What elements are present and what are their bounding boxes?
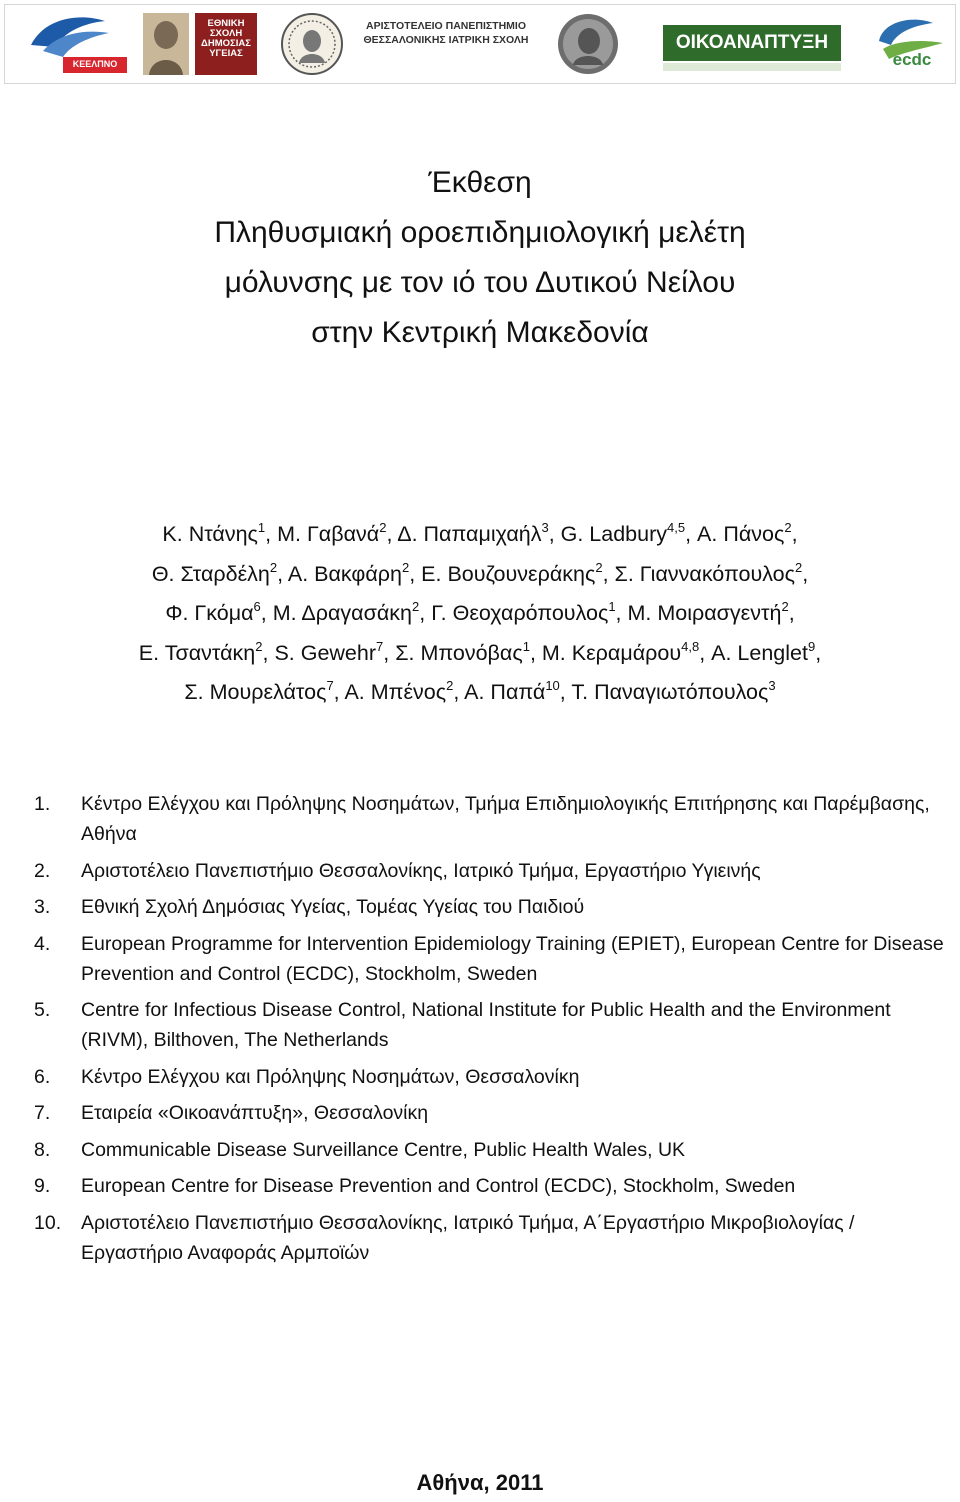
author-name: Φ. Γκόμα xyxy=(165,601,254,625)
author-affiliation-ref: 2 xyxy=(412,599,420,614)
author-affiliation-ref: 1 xyxy=(522,638,530,654)
affiliation-item xyxy=(34,1135,954,1165)
author-name: Δ. Παπαμιχαήλ xyxy=(397,522,542,546)
author-name: Ε. Τσαντάκη xyxy=(138,640,256,665)
title-line-4: στην Κεντρική Μακεδονία xyxy=(311,316,649,349)
affiliation-number: 8. xyxy=(34,1138,51,1161)
logo-strip xyxy=(4,4,956,84)
author-name: Μ. Γαβανά xyxy=(277,522,380,546)
affiliation-number: 9. xyxy=(34,1175,51,1197)
affiliation-text: Κέντρο Ελέγχου και Πρόληψης Νοσημάτων, Θεσσαλονίκη xyxy=(81,1065,580,1088)
author-name: Σ. Γιαννακόπουλος xyxy=(614,561,795,586)
author-name: G. Ladbury xyxy=(560,522,668,546)
author-name: Α. Παπά xyxy=(464,680,546,704)
keelpno-logo xyxy=(25,11,135,77)
author-affiliation-ref: 2 xyxy=(401,559,410,575)
author-affiliation-ref: 2 xyxy=(255,638,263,654)
author-name: Μ. Μοιρασγεντή xyxy=(627,601,782,625)
affiliation-number: 1. xyxy=(34,793,51,815)
author-line: Ε. Τσαντάκη$^2$, S. Gewehr$^7$, Σ. Μπονόβας$^1$, Μ. Κεραμάρου$^{4,8}$, A. Lenglet$^9$, xyxy=(138,638,822,665)
nsph-logo-text: ΕΘΝΙΚΗ ΣΧΟΛΗ ΔΗΜΟΣΙΑΣ ΥΓΕΙΑΣ xyxy=(201,18,251,59)
affiliation-item xyxy=(34,1098,954,1128)
author-affiliation-ref: 2 xyxy=(446,678,454,693)
affiliation-item xyxy=(34,1208,954,1268)
keelpno-logo-text: ΚΕΕΛΠΝΟ xyxy=(72,59,118,69)
author-name: Α. Βακφάρη xyxy=(287,561,402,586)
medal-icon xyxy=(553,11,623,77)
affiliation-text: Αριστοτέλειο Πανεπιστήμιο Θεσσαλονίκης, Ιατρικό Τμήμα, Εργαστήριο Υγιεινής xyxy=(81,859,761,882)
author-affiliation-ref: 7 xyxy=(376,638,384,654)
author-affiliation-ref: 2 xyxy=(781,599,789,614)
title-line-3: μόλυνσης με τον ιό του Δυτικού Νείλου xyxy=(224,266,736,299)
author-affiliation-ref: 3 xyxy=(541,520,549,535)
title-line-1: Έκθεση xyxy=(428,166,532,199)
author-name: Θ. Σταρδέλη xyxy=(151,561,270,586)
affiliation-item xyxy=(34,1062,954,1092)
affiliation-number: 7. xyxy=(34,1102,51,1124)
author-affiliation-ref: 3 xyxy=(768,678,776,693)
author-affiliation-ref: 6 xyxy=(253,599,261,614)
authors-list xyxy=(0,515,960,713)
affiliation-text: European Centre for Disease Prevention and Control (ECDC), Stockholm, Sweden xyxy=(81,1175,796,1197)
nsph-logo xyxy=(141,11,261,77)
affiliation-number: 4. xyxy=(34,932,51,955)
affiliation-text: Εθνική Σχολή Δημόσιας Υγείας, Τομέας Υγείας του Παιδιού xyxy=(81,896,585,918)
affiliation-item xyxy=(34,892,954,922)
auth-medical-school-text: ΑΡΙΣΤΟΤΕΛΕΙΟ ΠΑΝΕΠΙΣΤΗΜΙΟ ΘΕΣΣΑΛΟΝΙΚΗΣ ΙΑΤΡΙΚΗ ΣΧΟΛΗ xyxy=(363,20,529,47)
affiliation-number: 3. xyxy=(34,896,51,918)
author-line: Σ. Μουρελάτος$^7$, Α. Μπένος$^2$, Α. Παπά$^{10}$, Τ. Παναγιωτόπουλος$^3$ xyxy=(184,678,776,704)
author-affiliation-ref: 1 xyxy=(257,520,266,535)
author-affiliation-ref: 2 xyxy=(794,559,803,575)
affiliation-item xyxy=(34,929,954,989)
author-affiliation-ref: 2 xyxy=(379,520,387,535)
affiliation-number: 6. xyxy=(34,1065,51,1088)
author-affiliation-ref: 2 xyxy=(269,559,278,575)
title-line-2: Πληθυσμιακή οροεπιδημιολογική μελέτη xyxy=(214,216,746,249)
author-affiliation-ref: 4,8 xyxy=(681,638,700,654)
affiliation-number: 10. xyxy=(34,1211,62,1234)
affiliation-text: Εταιρεία «Οικοανάπτυξη», Θεσσαλονίκη xyxy=(81,1102,429,1124)
place-date: Αθήνα, 2011 xyxy=(416,1470,544,1495)
author-affiliation-ref: 2 xyxy=(784,520,792,535)
affiliation-text: European Programme for Intervention Epidemiology Training (EPIET), European Centre for Disease Prevention and Control (ECDC), Stockholm, Sweden xyxy=(81,932,944,985)
author-line: Κ. Ντάνης$^1$, Μ. Γαβανά$^2$, Δ. Παπαμιχαήλ$^3$, G. Ladbury$^{4,5}$, Α. Πάνος$^2$, xyxy=(162,520,798,546)
affiliation-item xyxy=(34,789,954,849)
affiliation-number: 5. xyxy=(34,999,51,1021)
affiliation-item xyxy=(34,995,954,1055)
author-name: Ε. Βουζουνεράκης xyxy=(421,561,596,586)
author-line: Θ. Σταρδέλη$^2$, Α. Βακφάρη$^2$, Ε. Βουζουνεράκης$^2$, Σ. Γιαννακόπουλος$^2$, xyxy=(151,559,809,586)
author-name: S. Gewehr xyxy=(274,640,377,665)
affiliation-number: 2. xyxy=(34,859,51,882)
report-title xyxy=(0,158,960,358)
affiliation-text: Centre for Infectious Disease Control, National Institute for Public Health and the Environment (RIVM), Bilthoven, The Netherlands xyxy=(81,999,891,1051)
author-name: Κ. Ντάνης xyxy=(162,522,258,546)
oikoanaptyxi-logo-text: ΟΙΚΟΑΝΑΠΤΥΞΗ xyxy=(675,32,829,53)
affiliation-text: Κέντρο Ελέγχου και Πρόληψης Νοσημάτων, Τμήμα Επιδημιολογικής Επιτήρησης και Παρέμβασης, Αθήνα xyxy=(81,793,930,845)
auth-seal-icon xyxy=(277,11,347,77)
affiliation-text: Communicable Disease Surveillance Centre, Public Health Wales, UK xyxy=(81,1138,686,1161)
author-line: Φ. Γκόμα$^6$, Μ. Δραγασάκη$^2$, Γ. Θεοχαρόπουλος$^1$, Μ. Μοιρασγεντή$^2$, xyxy=(165,599,795,625)
author-affiliation-ref: 1 xyxy=(608,599,616,614)
author-name: Μ. Κεραμάρου xyxy=(541,640,682,665)
author-name: Μ. Δραγασάκη xyxy=(272,601,412,625)
author-name: Γ. Θεοχαρόπουλος xyxy=(431,601,609,625)
author-name: A. Lenglet xyxy=(711,640,808,665)
author-name: Σ. Μπονόβας xyxy=(395,640,523,665)
affiliation-text: Αριστοτέλειο Πανεπιστήμιο Θεσσαλονίκης, Ιατρικό Τμήμα, Α΄Εργαστήριο Μικροβιολογίας / Εργαστήριο Αναφοράς Αρμποϊών xyxy=(81,1211,855,1264)
author-name: Σ. Μουρελάτος xyxy=(184,680,327,704)
affiliations-list xyxy=(34,789,954,1274)
author-name: Α. Πάνος xyxy=(697,522,785,546)
author-affiliation-ref: 10 xyxy=(545,678,560,693)
author-affiliation-ref: 4,5 xyxy=(667,520,686,535)
auth-medical-school-logo xyxy=(353,11,539,77)
oikoanaptyxi-logo xyxy=(661,11,843,77)
author-name: Τ. Παναγιωτόπουλος xyxy=(571,680,769,704)
author-affiliation-ref: 7 xyxy=(326,678,334,693)
ecdc-logo xyxy=(873,11,949,77)
author-affiliation-ref: 2 xyxy=(595,559,603,575)
affiliation-item xyxy=(34,1171,954,1201)
ecdc-logo-text: ecdc xyxy=(892,50,932,69)
author-name: Α. Μπένος xyxy=(344,680,447,704)
author-affiliation-ref: 9 xyxy=(807,638,816,654)
affiliation-item xyxy=(34,856,954,886)
